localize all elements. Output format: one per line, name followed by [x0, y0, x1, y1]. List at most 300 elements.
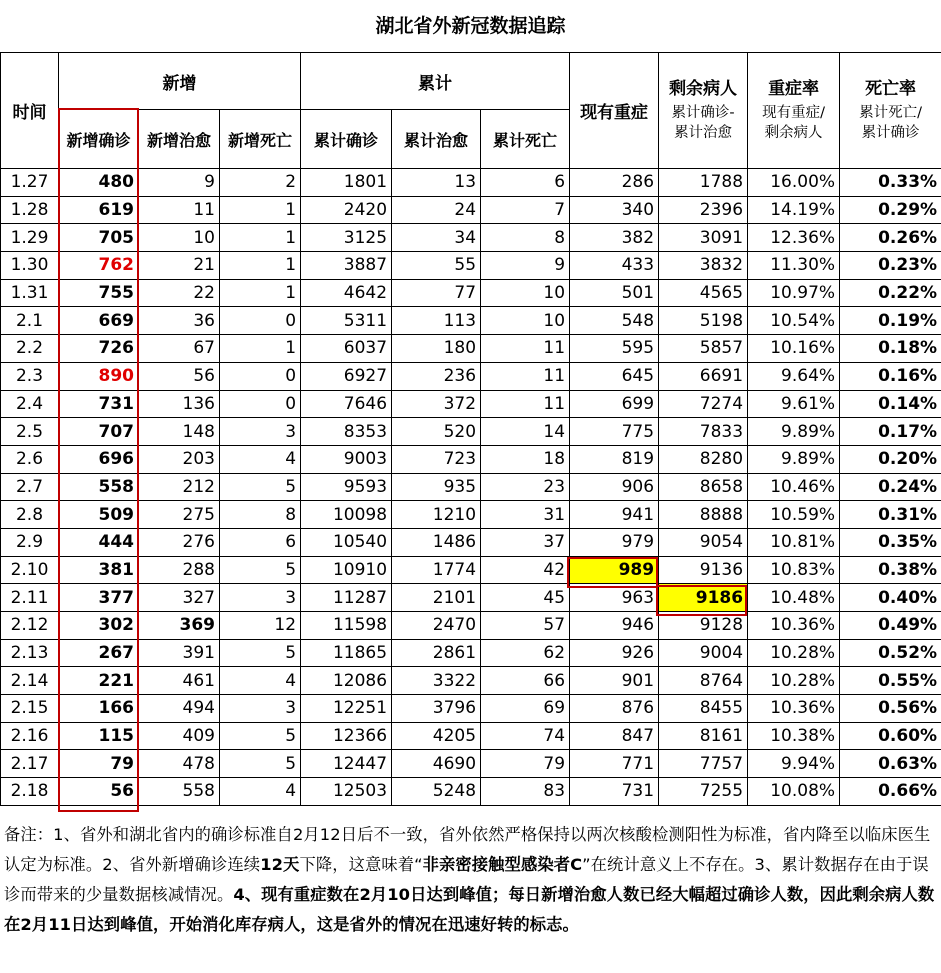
cell-new-confirmed: 762 — [59, 252, 139, 280]
cell-new-cured: 212 — [139, 473, 220, 501]
cell-severe: 340 — [570, 196, 659, 224]
cell-severe-rate: 10.38% — [748, 722, 840, 750]
cell-new-deaths: 0 — [220, 307, 301, 335]
cell-death-rate: 0.14% — [840, 390, 941, 418]
cell-time: 2.8 — [1, 501, 59, 529]
cell-remaining: 9004 — [659, 639, 748, 667]
table-row — [1, 778, 941, 806]
cell-cum-confirmed: 6927 — [301, 362, 392, 390]
cell-severe: 926 — [570, 639, 659, 667]
cell-new-confirmed: 731 — [59, 390, 139, 418]
cell-cum-deaths: 45 — [481, 584, 570, 612]
cell-cum-confirmed: 12086 — [301, 667, 392, 695]
cell-time: 2.9 — [1, 528, 59, 556]
cell-time: 2.16 — [1, 722, 59, 750]
cell-cum-cured: 723 — [392, 445, 481, 473]
cell-severe-rate: 10.36% — [748, 695, 840, 723]
cell-death-rate: 0.24% — [840, 473, 941, 501]
header-new-cured: 新增治愈 — [139, 110, 220, 169]
cell-new-deaths: 12 — [220, 612, 301, 640]
cell-cum-cured: 1774 — [392, 556, 481, 584]
cell-new-cured: 56 — [139, 362, 220, 390]
header-death-rate-sub1: 累计死亡/ — [859, 105, 922, 121]
cell-time: 2.6 — [1, 445, 59, 473]
cell-severe-rate: 10.48% — [748, 584, 840, 612]
cell-new-deaths: 2 — [220, 169, 301, 197]
cell-cum-deaths: 57 — [481, 612, 570, 640]
cell-death-rate: 0.19% — [840, 307, 941, 335]
cell-severe: 771 — [570, 750, 659, 778]
cell-cum-deaths: 37 — [481, 528, 570, 556]
cell-severe: 876 — [570, 695, 659, 723]
cell-remaining: 5198 — [659, 307, 748, 335]
cell-cum-confirmed: 12366 — [301, 722, 392, 750]
cell-severe-rate: 10.81% — [748, 528, 840, 556]
cell-new-deaths: 6 — [220, 528, 301, 556]
cell-cum-confirmed: 10540 — [301, 528, 392, 556]
cell-remaining: 8764 — [659, 667, 748, 695]
cell-cum-cured: 24 — [392, 196, 481, 224]
cell-cum-cured: 180 — [392, 335, 481, 363]
cell-new-deaths: 4 — [220, 667, 301, 695]
cell-new-deaths: 1 — [220, 196, 301, 224]
cell-remaining: 4565 — [659, 279, 748, 307]
cell-new-confirmed: 669 — [59, 307, 139, 335]
cell-new-deaths: 5 — [220, 750, 301, 778]
cell-cum-cured: 2101 — [392, 584, 481, 612]
cell-cum-deaths: 11 — [481, 335, 570, 363]
cell-cum-cured: 34 — [392, 224, 481, 252]
cell-time: 2.17 — [1, 750, 59, 778]
cell-severe-rate: 9.89% — [748, 445, 840, 473]
cell-time: 2.15 — [1, 695, 59, 723]
cell-death-rate: 0.31% — [840, 501, 941, 529]
cell-time: 2.11 — [1, 584, 59, 612]
cell-cum-deaths: 69 — [481, 695, 570, 723]
cell-remaining: 9054 — [659, 528, 748, 556]
cell-cum-confirmed: 5311 — [301, 307, 392, 335]
cell-new-confirmed: 444 — [59, 528, 139, 556]
cell-new-deaths: 1 — [220, 335, 301, 363]
cell-death-rate: 0.16% — [840, 362, 941, 390]
cell-severe: 775 — [570, 418, 659, 446]
header-remaining-sub1: 累计确诊- — [671, 105, 735, 121]
header-group-cumulative: 累计 — [301, 53, 570, 110]
cell-cum-deaths: 7 — [481, 196, 570, 224]
cell-cum-confirmed: 3887 — [301, 252, 392, 280]
cell-new-deaths: 5 — [220, 556, 301, 584]
table-row — [1, 445, 941, 473]
cell-severe-rate: 10.28% — [748, 639, 840, 667]
cell-severe: 286 — [570, 169, 659, 197]
cell-cum-confirmed: 2420 — [301, 196, 392, 224]
header-severe-rate-sub2: 剩余病人 — [764, 125, 823, 141]
header-remaining-title: 剩余病人 — [669, 79, 738, 99]
table-row — [1, 169, 941, 197]
cell-cum-cured: 1486 — [392, 528, 481, 556]
cell-cum-deaths: 31 — [481, 501, 570, 529]
cell-new-confirmed: 221 — [59, 667, 139, 695]
table-row — [1, 584, 941, 612]
cell-cum-confirmed: 9593 — [301, 473, 392, 501]
cell-death-rate: 0.56% — [840, 695, 941, 723]
cell-severe-rate: 10.28% — [748, 667, 840, 695]
cell-remaining: 6691 — [659, 362, 748, 390]
cell-severe: 501 — [570, 279, 659, 307]
cell-severe: 963 — [570, 584, 659, 612]
cell-new-confirmed: 726 — [59, 335, 139, 363]
header-severe-rate-title: 重症率 — [768, 79, 820, 99]
cell-new-confirmed: 115 — [59, 722, 139, 750]
cell-death-rate: 0.55% — [840, 667, 941, 695]
cell-new-confirmed: 705 — [59, 224, 139, 252]
cell-severe: 946 — [570, 612, 659, 640]
cell-cum-confirmed: 7646 — [301, 390, 392, 418]
data-table — [0, 52, 941, 806]
cell-severe-rate: 10.36% — [748, 612, 840, 640]
cell-severe-rate: 10.08% — [748, 778, 840, 806]
cell-cum-confirmed: 4642 — [301, 279, 392, 307]
header-cum-cured: 累计治愈 — [392, 110, 481, 169]
cell-new-cured: 148 — [139, 418, 220, 446]
cell-death-rate: 0.18% — [840, 335, 941, 363]
cell-cum-deaths: 11 — [481, 362, 570, 390]
cell-death-rate: 0.35% — [840, 528, 941, 556]
header-cum-confirmed: 累计确诊 — [301, 110, 392, 169]
cell-cum-cured: 236 — [392, 362, 481, 390]
cell-severe-rate: 10.97% — [748, 279, 840, 307]
cell-new-cured: 478 — [139, 750, 220, 778]
cell-cum-deaths: 10 — [481, 307, 570, 335]
cell-new-cured: 36 — [139, 307, 220, 335]
cell-new-cured: 288 — [139, 556, 220, 584]
cell-severe: 731 — [570, 778, 659, 806]
cell-time: 2.1 — [1, 307, 59, 335]
cell-remaining: 1788 — [659, 169, 748, 197]
cell-time: 2.10 — [1, 556, 59, 584]
cell-death-rate: 0.33% — [840, 169, 941, 197]
header-cum-deaths: 累计死亡 — [481, 110, 570, 169]
cell-cum-confirmed: 12503 — [301, 778, 392, 806]
header-remaining-sub2: 累计治愈 — [674, 125, 733, 141]
cell-severe-rate: 10.54% — [748, 307, 840, 335]
cell-cum-deaths: 74 — [481, 722, 570, 750]
cell-severe-rate: 10.16% — [748, 335, 840, 363]
cell-cum-deaths: 6 — [481, 169, 570, 197]
header-time: 时间 — [1, 53, 59, 169]
cell-cum-cured: 113 — [392, 307, 481, 335]
table-row — [1, 528, 941, 556]
cell-remaining: 3091 — [659, 224, 748, 252]
header-new-deaths: 新增死亡 — [220, 110, 301, 169]
table-row — [1, 473, 941, 501]
cell-cum-cured: 5248 — [392, 778, 481, 806]
cell-severe: 645 — [570, 362, 659, 390]
cell-severe: 989 — [570, 556, 659, 584]
cell-new-confirmed: 558 — [59, 473, 139, 501]
cell-new-cured: 10 — [139, 224, 220, 252]
cell-cum-confirmed: 9003 — [301, 445, 392, 473]
cell-cum-deaths: 18 — [481, 445, 570, 473]
cell-cum-cured: 3322 — [392, 667, 481, 695]
notes-bold-1: 12天 — [260, 855, 300, 874]
cell-new-deaths: 1 — [220, 279, 301, 307]
cell-new-confirmed: 480 — [59, 169, 139, 197]
notes-text-1: 备注：1、省外和湖北省内的确诊标准自2月12日后不一致，省外依然严格保持以两次核酸检测阳性为标准，省内降至以临床医生认定为标准。2、省外新增确诊连续 — [4, 825, 931, 874]
cell-remaining: 3832 — [659, 252, 748, 280]
cell-new-confirmed: 696 — [59, 445, 139, 473]
table-row — [1, 722, 941, 750]
cell-time: 1.31 — [1, 279, 59, 307]
cell-cum-deaths: 11 — [481, 390, 570, 418]
cell-cum-confirmed: 11287 — [301, 584, 392, 612]
cell-cum-deaths: 62 — [481, 639, 570, 667]
cell-severe-rate: 9.61% — [748, 390, 840, 418]
table-row — [1, 335, 941, 363]
cell-severe-rate: 10.83% — [748, 556, 840, 584]
cell-remaining: 2396 — [659, 196, 748, 224]
cell-cum-confirmed: 11865 — [301, 639, 392, 667]
cell-cum-cured: 2861 — [392, 639, 481, 667]
cell-remaining: 5857 — [659, 335, 748, 363]
header-death-rate-sub2: 累计确诊 — [861, 125, 920, 141]
cell-death-rate: 0.29% — [840, 196, 941, 224]
cell-cum-cured: 4690 — [392, 750, 481, 778]
cell-cum-deaths: 10 — [481, 279, 570, 307]
cell-cum-cured: 372 — [392, 390, 481, 418]
cell-cum-confirmed: 8353 — [301, 418, 392, 446]
cell-new-cured: 276 — [139, 528, 220, 556]
cell-new-cured: 136 — [139, 390, 220, 418]
table-row — [1, 196, 941, 224]
table-row — [1, 695, 941, 723]
cell-new-deaths: 4 — [220, 445, 301, 473]
cell-new-deaths: 4 — [220, 778, 301, 806]
cell-severe: 941 — [570, 501, 659, 529]
cell-new-deaths: 5 — [220, 473, 301, 501]
cell-new-confirmed: 707 — [59, 418, 139, 446]
cell-remaining: 7274 — [659, 390, 748, 418]
cell-cum-confirmed: 6037 — [301, 335, 392, 363]
cell-remaining: 9136 — [659, 556, 748, 584]
cell-remaining: 8280 — [659, 445, 748, 473]
cell-cum-cured: 55 — [392, 252, 481, 280]
header-severe-rate-sub1: 现有重症/ — [762, 105, 825, 121]
cell-new-cured: 275 — [139, 501, 220, 529]
cell-cum-cured: 2470 — [392, 612, 481, 640]
cell-death-rate: 0.20% — [840, 445, 941, 473]
cell-new-cured: 21 — [139, 252, 220, 280]
cell-cum-confirmed: 12251 — [301, 695, 392, 723]
table-row — [1, 252, 941, 280]
cell-cum-cured: 13 — [392, 169, 481, 197]
cell-new-confirmed: 267 — [59, 639, 139, 667]
cell-remaining: 9128 — [659, 612, 748, 640]
table-row — [1, 362, 941, 390]
cell-cum-cured: 77 — [392, 279, 481, 307]
cell-severe: 906 — [570, 473, 659, 501]
cell-time: 1.27 — [1, 169, 59, 197]
cell-severe-rate: 14.19% — [748, 196, 840, 224]
cell-severe-rate: 12.36% — [748, 224, 840, 252]
cell-remaining: 7255 — [659, 778, 748, 806]
cell-death-rate: 0.40% — [840, 584, 941, 612]
cell-time: 2.14 — [1, 667, 59, 695]
cell-cum-deaths: 42 — [481, 556, 570, 584]
cell-cum-cured: 1210 — [392, 501, 481, 529]
header-severe: 现有重症 — [570, 53, 659, 169]
cell-cum-cured: 520 — [392, 418, 481, 446]
cell-severe: 901 — [570, 667, 659, 695]
cell-new-confirmed: 79 — [59, 750, 139, 778]
cell-severe-rate: 10.59% — [748, 501, 840, 529]
cell-new-confirmed: 381 — [59, 556, 139, 584]
cell-new-confirmed: 302 — [59, 612, 139, 640]
cell-time: 2.12 — [1, 612, 59, 640]
cell-cum-confirmed: 10098 — [301, 501, 392, 529]
table-row — [1, 224, 941, 252]
cell-new-deaths: 0 — [220, 362, 301, 390]
cell-severe: 548 — [570, 307, 659, 335]
header-new-confirmed: 新增确诊 — [59, 110, 139, 169]
cell-time: 2.4 — [1, 390, 59, 418]
cell-cum-deaths: 23 — [481, 473, 570, 501]
cell-remaining: 7833 — [659, 418, 748, 446]
cell-new-cured: 558 — [139, 778, 220, 806]
cell-severe: 979 — [570, 528, 659, 556]
cell-remaining: 7757 — [659, 750, 748, 778]
cell-new-deaths: 5 — [220, 722, 301, 750]
header-death-rate — [840, 53, 941, 169]
table-row — [1, 279, 941, 307]
header-remaining — [659, 53, 748, 169]
cell-time: 2.2 — [1, 335, 59, 363]
cell-cum-deaths: 79 — [481, 750, 570, 778]
table-row — [1, 418, 941, 446]
cell-severe-rate: 16.00% — [748, 169, 840, 197]
cell-time: 1.30 — [1, 252, 59, 280]
cell-new-cured: 22 — [139, 279, 220, 307]
page-title: 湖北省外新冠数据追踪 — [375, 15, 566, 37]
table-row — [1, 501, 941, 529]
cell-cum-cured: 4205 — [392, 722, 481, 750]
cell-new-cured: 11 — [139, 196, 220, 224]
cell-severe: 433 — [570, 252, 659, 280]
table-row — [1, 639, 941, 667]
cell-new-deaths: 1 — [220, 224, 301, 252]
cell-severe: 819 — [570, 445, 659, 473]
cell-cum-confirmed: 11598 — [301, 612, 392, 640]
header-group-new: 新增 — [59, 53, 301, 110]
cell-remaining: 8888 — [659, 501, 748, 529]
cell-cum-deaths: 83 — [481, 778, 570, 806]
cell-remaining: 9186 — [659, 584, 748, 612]
cell-new-confirmed: 619 — [59, 196, 139, 224]
cell-severe-rate: 10.46% — [748, 473, 840, 501]
cell-remaining: 8161 — [659, 722, 748, 750]
notes-text-2: 下降，这意味着“ — [299, 855, 423, 874]
cell-severe: 595 — [570, 335, 659, 363]
notes — [4, 820, 938, 940]
notes-text-3: ”在统计意义上不存在。3、累计数据存在由于误诊而带来的少量数据核减情况。 — [4, 855, 929, 904]
cell-death-rate: 0.63% — [840, 750, 941, 778]
table-row — [1, 390, 941, 418]
cell-cum-deaths: 8 — [481, 224, 570, 252]
table-body — [1, 169, 941, 806]
cell-severe-rate: 9.89% — [748, 418, 840, 446]
cell-new-confirmed: 890 — [59, 362, 139, 390]
cell-new-deaths: 5 — [220, 639, 301, 667]
cell-remaining: 8658 — [659, 473, 748, 501]
header-severe-rate — [748, 53, 840, 169]
cell-new-confirmed: 166 — [59, 695, 139, 723]
cell-new-deaths: 3 — [220, 695, 301, 723]
cell-cum-cured: 935 — [392, 473, 481, 501]
cell-cum-confirmed: 10910 — [301, 556, 392, 584]
cell-severe-rate: 9.64% — [748, 362, 840, 390]
cell-remaining: 8455 — [659, 695, 748, 723]
cell-new-cured: 409 — [139, 722, 220, 750]
cell-new-deaths: 3 — [220, 418, 301, 446]
cell-new-confirmed: 377 — [59, 584, 139, 612]
cell-cum-deaths: 9 — [481, 252, 570, 280]
cell-new-cured: 203 — [139, 445, 220, 473]
cell-death-rate: 0.26% — [840, 224, 941, 252]
cell-death-rate: 0.52% — [840, 639, 941, 667]
cell-time: 2.18 — [1, 778, 59, 806]
notes-bold-3: 4、现有重症数在2月10日达到峰值；每日新增治愈人数已经大幅超过确诊人数，因此剩余病人数在2月11日达到峰值，开始消化库存病人，这是省外的情况在迅速好转的标志。 — [4, 885, 935, 934]
cell-death-rate: 0.38% — [840, 556, 941, 584]
cell-cum-deaths: 14 — [481, 418, 570, 446]
cell-cum-confirmed: 12447 — [301, 750, 392, 778]
cell-time: 2.3 — [1, 362, 59, 390]
cell-death-rate: 0.49% — [840, 612, 941, 640]
cell-severe: 847 — [570, 722, 659, 750]
cell-new-deaths: 8 — [220, 501, 301, 529]
cell-new-cured: 369 — [139, 612, 220, 640]
cell-new-deaths: 0 — [220, 390, 301, 418]
cell-time: 1.29 — [1, 224, 59, 252]
cell-new-deaths: 3 — [220, 584, 301, 612]
notes-bold-2: 非亲密接触型感染者C — [422, 855, 583, 874]
cell-death-rate: 0.66% — [840, 778, 941, 806]
cell-time: 2.13 — [1, 639, 59, 667]
cell-new-cured: 67 — [139, 335, 220, 363]
cell-time: 2.5 — [1, 418, 59, 446]
cell-new-cured: 9 — [139, 169, 220, 197]
cell-new-cured: 494 — [139, 695, 220, 723]
cell-death-rate: 0.23% — [840, 252, 941, 280]
cell-new-confirmed: 509 — [59, 501, 139, 529]
table-row — [1, 556, 941, 584]
cell-cum-confirmed: 1801 — [301, 169, 392, 197]
table-row — [1, 667, 941, 695]
cell-death-rate: 0.22% — [840, 279, 941, 307]
table-row — [1, 612, 941, 640]
cell-new-confirmed: 56 — [59, 778, 139, 806]
cell-new-cured: 391 — [139, 639, 220, 667]
cell-severe: 699 — [570, 390, 659, 418]
header-death-rate-title: 死亡率 — [865, 79, 917, 99]
cell-death-rate: 0.17% — [840, 418, 941, 446]
cell-severe-rate: 11.30% — [748, 252, 840, 280]
cell-severe-rate: 9.94% — [748, 750, 840, 778]
cell-time: 1.28 — [1, 196, 59, 224]
cell-severe: 382 — [570, 224, 659, 252]
cell-time: 2.7 — [1, 473, 59, 501]
cell-new-deaths: 1 — [220, 252, 301, 280]
cell-new-cured: 327 — [139, 584, 220, 612]
